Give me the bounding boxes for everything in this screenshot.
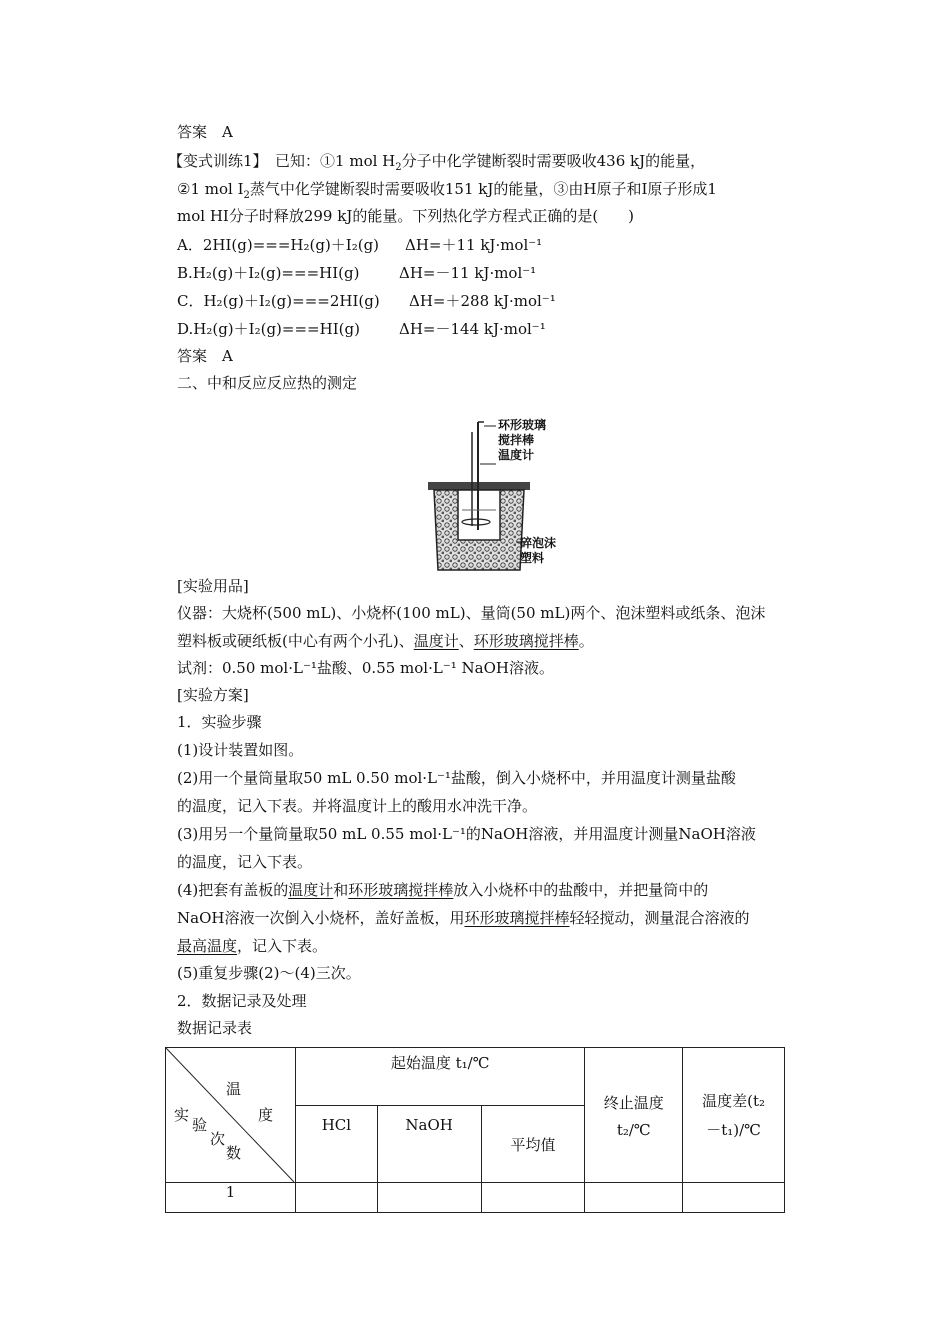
data-title: 2．数据记录及处理 [177,992,307,1010]
table-cell [481,1183,585,1213]
instruments-line-2: 塑料板或硬纸板(中心有两个小孔)、温度计、环形玻璃搅拌棒。 [177,632,594,650]
option-d: D.H₂(g)＋I₂(g)===HI(g) ΔH=－144 kJ·mol⁻¹ [177,320,546,338]
option-c: C．H₂(g)＋I₂(g)===2HI(g) ΔH=＋288 kJ·mol⁻¹ [177,292,556,310]
table-cell [585,1183,683,1213]
step-5: (5)重复步骤(2)～(4)三次。 [177,964,361,982]
exercise-line-1: 【变式训练1】 已知：①1 mol $H_2$分子中化学键断裂时需要吸收436 kJ的能量， [168,152,706,173]
step-3b: 的温度，记入下表。 [177,853,313,871]
figure-label-rod: 环形玻璃 搅拌棒 温度计 [498,418,547,462]
answer-line-2: 答案 A [177,347,233,365]
table-title: 数据记录表 [177,1019,253,1037]
step-3a: (3)用另一个量筒量取50 mL 0.55 mol·L⁻¹的NaOH溶液，并用温度计测量NaOH溶液 [177,825,756,843]
table-cell [683,1183,785,1213]
average-header: 平均值 [481,1106,585,1183]
step-4b: NaOH溶液一次倒入小烧杯，盖好盖板，用环形玻璃搅拌棒轻轻搅动，测量混合溶液的 [177,909,750,927]
diagonal-header-cell: 温 度 实 验 次 数 [166,1048,296,1183]
step-2a: (2)用一个量筒量取50 mL 0.50 mol·L⁻¹盐酸，倒入小烧杯中，并用温度计测量盐酸 [177,769,736,787]
reagents-line: 试剂：0.50 mol·L⁻¹盐酸、0.55 mol·L⁻¹ NaOH溶液。 [177,659,554,677]
table-cell [296,1183,378,1213]
step-1: (1)设计装置如图。 [177,741,304,759]
data-record-table [165,1047,785,1213]
row-1-label: 1 [166,1183,296,1213]
steps-title: 1．实验步骤 [177,713,262,731]
answer-line: 答案 A [177,123,233,141]
start-temp-header: 起始温度 t₁/℃ [296,1048,585,1106]
section-heading: 二、中和反应反应热的测定 [177,374,358,392]
hcl-header: HCl [296,1106,378,1183]
exercise-tag: 【变式训练1】 [168,152,261,170]
naoh-header: NaOH [377,1106,481,1183]
end-temp-header: 终止温度 t₂/℃ [585,1048,683,1183]
instruments-line-1: 仪器：大烧杯(500 mL)、小烧杯(100 mL)、量筒(50 mL)两个、泡沫塑料或纸条、泡沫 [177,604,766,622]
step-4c: 最高温度，记入下表。 [177,937,328,955]
step-4a: (4)把套有盖板的温度计和环形玻璃搅拌棒放入小烧杯中的盐酸中，并把量筒中的 [177,881,709,899]
temp-diff-header: 温度差(t₂ －t₁)/℃ [683,1048,785,1183]
exercise-line-2: ②1 mol $I_2$蒸气中化学键断裂时需要吸收151 kJ的能量，③由H原子和I原子形成1 [177,180,717,201]
table-cell [377,1183,481,1213]
plan-title: [实验方案] [177,686,249,704]
calorimeter-figure [420,418,560,578]
option-b: B.H₂(g)＋I₂(g)===HI(g) ΔH=－11 kJ·mol⁻¹ [177,264,537,282]
figure-label-foam: 碎泡沫 塑料 [520,536,557,565]
materials-title: [实验用品] [177,577,249,595]
exercise-line-3: mol HI分子时释放299 kJ的能量。下列热化学方程式正确的是( ) [177,207,635,225]
option-a: A．2HI(g)===H₂(g)＋I₂(g) ΔH=＋11 kJ·mol⁻¹ [177,236,543,254]
step-2b: 的温度，记入下表。并将温度计上的酸用水冲洗干净。 [177,797,538,815]
